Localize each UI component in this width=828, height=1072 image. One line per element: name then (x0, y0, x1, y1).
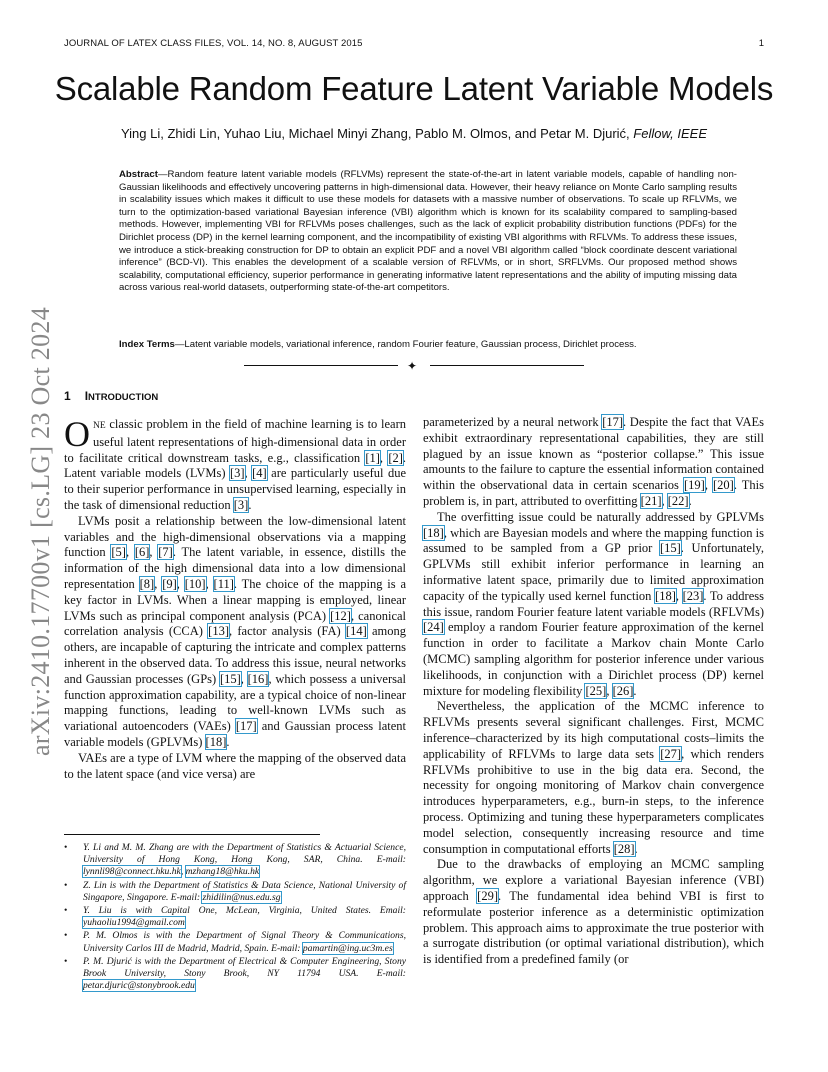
paragraph (423, 415, 764, 510)
paragraph (423, 857, 764, 968)
text-run: , (205, 576, 214, 591)
citation-link[interactable]: [11] (213, 576, 234, 591)
smallcaps-lead: NE (93, 421, 106, 431)
citation-link[interactable]: [26] (612, 683, 634, 698)
citation-link[interactable]: [8] (139, 576, 155, 591)
text-run: , (125, 545, 135, 560)
index-terms-text: —Latent variable models, variational inference, random Fourier feature, Gaussian process, Dirichlet process. (174, 339, 637, 350)
abstract-text: —Random feature latent variable models (RFLVMs) represent the state-of-the-art in latent variable models, capable of handling non-Gaussian likelihoods and effectively uncovering patterns in high-dimensional data. However, their heavy reliance on Monte Carlo sampling results in scalability issues which makes it difficult to use these models for datasets with a massive number of observations. To scale up RFLVMs, we turn to the optimization-based variational Bayesian inference (VBI) algorithm which is known for its scalability compared to sampling-based methods. However, implementing VBI for RFLVMs poses challenges, such as the lack of explicit probability distribution functions (PDFs) for the Dirichlet process (DP) in the kernel learning component, and the incompatibility of existing VBI algorithms with RFLVMs. To address these issues, we introduce a stick-breaking construction for DP to obtain an explicit PDF and a novel VBI algorithm called “block coordinate descent variational inference” (BCD-VI). This enables the development of a scalable version of RFLVMs, or in short, SRFLVMs. Our proposed method shows scalability, computational efficiency, superior performance in generating informative latent representations and the ability of imputing missing data across various real-world datasets, outperforming state-of-the-art competitors. (119, 169, 737, 294)
text-run: , which are Bayesian models and where the mapping function is assumed to be sampled from a GP prior (423, 525, 764, 556)
footnote-rule (64, 834, 320, 835)
citation-link[interactable]: [22] (667, 493, 689, 508)
citation-link[interactable]: [20] (713, 478, 734, 493)
footnote-text: P. M. Djurić is with the Department of Electrical & Computer Engineering, Stony Brook University, Stony Brook, NY 11794 USA. E-mail: (83, 955, 406, 980)
divider-line-right (430, 365, 584, 366)
citation-link[interactable]: [7] (158, 545, 173, 560)
paragraph (423, 699, 764, 857)
abstract (119, 169, 737, 295)
citation-link[interactable]: [1] (365, 450, 380, 465)
text-run: parameterized by a neural network (423, 415, 603, 429)
citation-link[interactable]: [5] (111, 545, 126, 560)
text-run: , (379, 450, 389, 465)
paragraph (423, 510, 764, 700)
paragraph (64, 514, 406, 751)
citation-link[interactable]: [3] (233, 497, 249, 512)
citation-link[interactable]: [13] (208, 624, 229, 639)
section-title-rest: NTRODUCTION (88, 392, 159, 403)
section-number: 1 (64, 389, 71, 403)
citation-link[interactable]: [14] (345, 624, 367, 639)
text-run: , (180, 866, 186, 878)
bullet-icon: • (64, 955, 68, 967)
abstract-label: Abstract (119, 169, 158, 180)
citation-link[interactable]: [18] (205, 734, 227, 749)
left-column (64, 414, 407, 782)
footnote-text: Z. Lin is with the Department of Statistics & Data Science, National University of Singapore, Singapore. E-mail: (83, 879, 406, 903)
footnote-text: Y. Li and M. M. Zhang are with the Department of Statistics & Actuarial Science, University of Hong Kong, Hong Kong, SAR, China. E-mail: (83, 842, 406, 866)
text-run: The overfitting issue could be naturally addressed by GPLVMs (437, 509, 764, 524)
citation-link[interactable]: [24] (423, 620, 444, 635)
bullet-icon: • (64, 842, 68, 853)
author-fellow: Fellow, IEEE (633, 126, 707, 141)
index-terms (119, 339, 737, 352)
bullet-icon: • (64, 930, 68, 942)
citation-link[interactable]: [10] (184, 576, 206, 591)
text-run: classic problem in the field of machine learning is to learn useful latent representations of high-dimensional data in order to facilitate critical downstream tasks, e.g., classification (64, 417, 406, 465)
citation-link[interactable]: [27] (660, 746, 682, 761)
text-run: . Latent variable models (LVMs) (64, 450, 407, 481)
email-link[interactable]: yuhaoliu1994@gmail.com (83, 917, 185, 929)
text-run: , (149, 545, 159, 560)
text-run: , which possess a universal function approximation capability, are a typical choice of non-linear mapping functions, leading to well-known LVMs such as variational autoencoders (VAEs) (64, 671, 407, 734)
paragraph (64, 414, 407, 514)
text-run: , which renders RFLVMs prohibitive to use in the big data era. Second, the necessity for ongoing monitoring of Markov chain convergence introduces hyperparameters, e.g., burn-in steps, to the inference process. Optimizing and tuning these hyperparameters complicates model selection, consequently increasing resource and time consumption in computational efforts (423, 746, 764, 856)
text-run: . Despite the fact that VAEs exhibit extraordinary representational capabilities, they are still plagued by an issue known as “posterior collapse.” This issue amounts to the failure to capture the essential information contained within the observational data in certain scenarios (423, 415, 764, 493)
right-column (423, 415, 764, 968)
citation-link[interactable]: [19] (683, 478, 705, 493)
citation-link[interactable]: [9] (162, 576, 177, 591)
text-run: . (688, 493, 692, 508)
email-link[interactable]: petar.djuric@stonybrook.edu (83, 980, 195, 992)
bullet-icon: • (64, 905, 68, 917)
text-run: . To address this issue, random Fourier feature latent variable models (RFLVMs) (423, 588, 764, 619)
footnote-text: Y. Liu is with Capital One, McLean, Virginia, United States. Email: (83, 905, 406, 917)
email-link[interactable]: pamartin@ing.uc3m.es (302, 942, 393, 954)
text-run: . (634, 841, 638, 856)
text-run: LVMs posit a relationship between the low-dimensional latent variables and the high-dimensional observations via a mapping function (64, 513, 406, 560)
citation-link[interactable]: [16] (247, 671, 269, 686)
text-run: . This problem is, in part, attributed to overfitting (423, 478, 765, 508)
text-run: , (606, 683, 613, 698)
footnote-item (64, 880, 406, 904)
citation-link[interactable]: [2] (388, 450, 403, 465)
citation-link[interactable]: [6] (134, 545, 150, 560)
text-run: , (154, 576, 163, 591)
citation-link[interactable]: [28] (613, 841, 635, 856)
footnote-item (64, 842, 406, 879)
text-run: employ a random Fourier feature approximation of the kernel function in order to facilitate a Markov chain Monte Carlo (MCMC) sampling algorithm for posterior inference under various likelihoods, in conjunction with a Dirichlet process (DP) kernel mixture for modeling flexibility (423, 620, 764, 698)
email-link[interactable]: mzhang18@hku.hk (185, 866, 260, 878)
citation-link[interactable]: [23] (682, 588, 704, 603)
section-title-initial: I (84, 389, 89, 403)
citation-link[interactable]: [15] (219, 671, 241, 686)
citation-link[interactable]: [12] (330, 608, 351, 623)
text-run: are particularly useful due to their superior performance in unsupervised learning, especially in the task of dimensional reduction (64, 466, 407, 512)
text-run: , (661, 493, 668, 508)
index-terms-label: Index Terms (119, 339, 175, 350)
text-run: , (704, 478, 713, 493)
paragraph: VAEs are a type of LVM where the mapping of the observed data to the latent space (and vice versa) are (64, 750, 406, 781)
text-run: Nevertheless, the application of the MCMC inference to RFLVMs presents several significant challenges. First, MCMC inference–characterized by its high computational costs–limits the applicability of RFLVMs to large data sets (423, 699, 764, 761)
author-list (0, 126, 828, 141)
text-run: , (244, 466, 253, 481)
page-number: 1 (758, 38, 764, 49)
text-run: . The choice of the mapping is a key factor in LVMs. When a linear mapping is employed, linear LVMs such as principal component analysis (PCA) (64, 576, 407, 623)
divider-line-left (244, 365, 398, 366)
email-link[interactable]: zhidilin@nus.edu.sg (202, 891, 281, 903)
text-run: . The latent variable, in essence, distills the information of the high dimensional data into a low dimensional representation (64, 545, 407, 591)
citation-link[interactable]: [4] (252, 466, 267, 481)
text-run: Due to the drawbacks of employing an MCMC sampling algorithm, we explore a variational Bayesian inference (VBI) approach (423, 857, 764, 903)
paper-title: Scalable Random Feature Latent Variable Models (54, 70, 774, 107)
text-run: . (633, 683, 637, 698)
bullet-icon: • (64, 879, 68, 891)
citation-link[interactable]: [25] (585, 683, 607, 698)
text-run: , (176, 576, 185, 591)
citation-link[interactable]: [17] (602, 415, 624, 429)
author-names: Ying Li, Zhidi Lin, Yuhao Liu, Michael Minyi Zhang, Pablo M. Olmos, and Petar M. Djurić, (120, 126, 630, 141)
citation-link[interactable]: [29] (477, 888, 498, 903)
text-run: . The fundamental idea behind VBI is first to reformulate posterior inference as a deterministic optimization problem. This approach aims to approximate the true posterior with a surrogate distribution (or optimal variational distribution), which is identified from a predefined family (or (423, 888, 764, 967)
citation-link[interactable]: [15] (659, 541, 681, 556)
text-run: . (226, 734, 230, 749)
citation-link[interactable]: [17] (235, 719, 257, 734)
footnotes (64, 842, 406, 993)
arxiv-identifier[interactable]: arXiv:2410.17700v1 [cs.LG] 23 Oct 2024 (26, 307, 55, 756)
citation-link[interactable]: [21] (640, 493, 662, 508)
divider-diamond-icon: ✦ (407, 359, 418, 373)
text-run: . (248, 497, 252, 512)
section-divider (244, 359, 584, 373)
citation-link[interactable]: [18] (655, 588, 676, 603)
text-run: , factor analysis (FA) (229, 624, 346, 639)
section-heading (64, 389, 158, 403)
text-run: . Unfortunately, GPLVMs still exhibit inferior performance in learning an informative latent space, primarily due to limited approximation capacity of the typically used kernel function (423, 541, 764, 603)
text-run: among others, are incapable of capturing the intricate and complex patterns inherent in the observed data. To address this issue, neural networks and Gaussian processes (GPs) (64, 624, 406, 686)
footnote-item (64, 905, 406, 929)
footnote-item (64, 956, 406, 993)
text-run: and Gaussian process latent variable models (GPLVMs) (64, 719, 406, 749)
citation-link[interactable]: [18] (423, 525, 444, 540)
email-link[interactable]: lynnli98@connect.hku.hk (83, 866, 181, 878)
text-run: , (675, 588, 683, 603)
text-run: , canonical correlation analysis (CCA) (64, 608, 407, 639)
footnote-item (64, 930, 406, 954)
running-head: JOURNAL OF LATEX CLASS FILES, VOL. 14, NO. 8, AUGUST 2015 (64, 38, 363, 49)
footnote-text: P. M. Olmos is with the Department of Signal Theory & Communications, University Carlos III de Madrid, Madrid, Spain. E-mail: (83, 930, 406, 954)
citation-link[interactable]: [3] (229, 466, 245, 481)
text-run: , (240, 671, 248, 686)
drop-cap: O (64, 414, 90, 454)
